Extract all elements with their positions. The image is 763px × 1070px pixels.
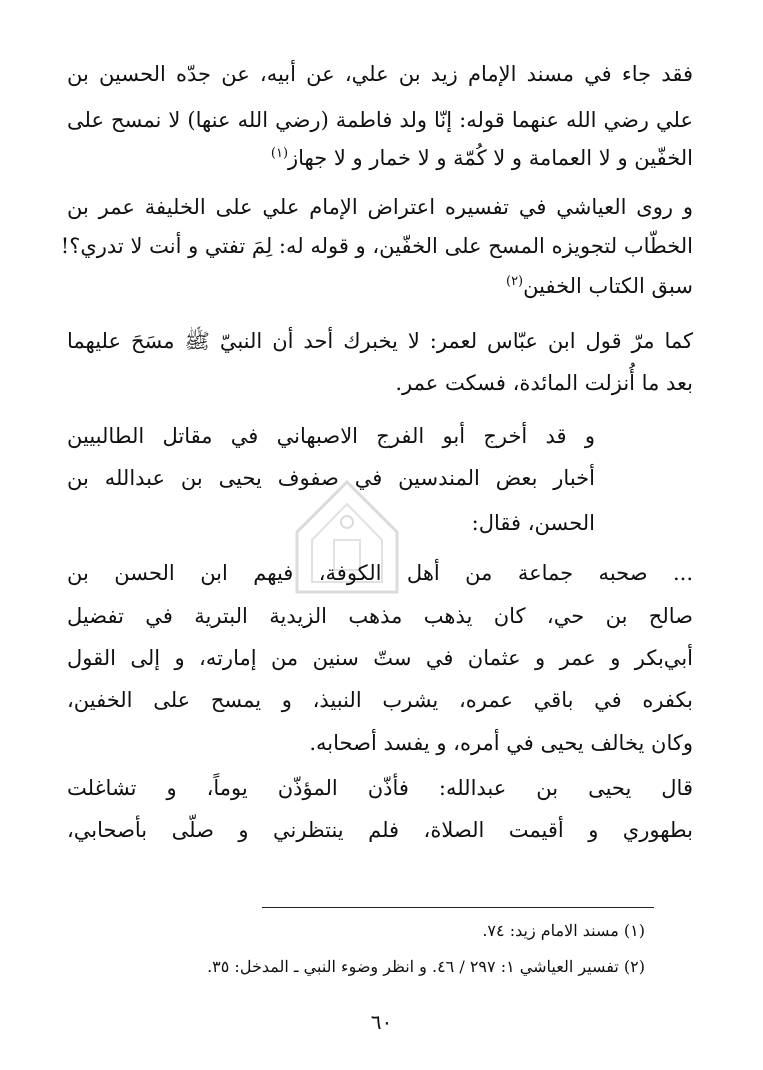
body-line: الحسن، فقال: — [471, 511, 595, 535]
body-line: فقد جاء في مسند الإمام زيد بن علي، عن أبيه، عن جدّه الحسين بن — [67, 62, 693, 86]
footnote: (١) مسند الامام زيد: ٧٤. — [482, 921, 645, 940]
body-line: و روى العياشي في تفسيره اعتراض الإمام علي على الخليفة عمر بن — [67, 195, 693, 219]
body-line — [67, 268, 693, 304]
body-line: كما مرّ قول ابن عبّاس لعمر: لا يخبرك أحد أن النبيّ ﷺ مسَحَ عليهما — [67, 329, 693, 353]
body-line-text: الخفّين و لا العمامة و لا كُمّة و لا خمار و لا جهاز — [288, 146, 693, 170]
body-line: ... صحبه جماعة من أهل الكوفة، فيهم ابن الحسن بن — [67, 561, 693, 585]
page-number: ٦٠ — [370, 1010, 393, 1034]
body-line: وكان يخالف يحيى في أمره، و يفسد أصحابه. — [309, 731, 693, 755]
body-line: بكفره في باقي عمره، يشرب النبيذ، و يمسح على الخفين، — [67, 688, 693, 712]
body-line: قال يحيى بن عبدالله: فأذّن المؤذّن يوماً، و تشاغلت — [67, 776, 693, 800]
body-line: الخطّاب لتجويزه المسح على الخفّين، و قوله له: لِمَ تفتي و أنت لا تدري؟! — [60, 234, 693, 258]
body-line: علي رضي الله عنهما قوله: إنّا ولد فاطمة (رضي الله عنها) لا نمسح على — [67, 108, 693, 132]
footnote-ref: (١) — [270, 146, 289, 161]
footnote-ref: (٢) — [505, 274, 524, 289]
body-line: بطهوري و أقيمت الصلاة، فلم ينتظرني و صلّى بأصحابي، — [67, 818, 693, 842]
footnote-divider — [262, 907, 654, 908]
footnote: (٢) تفسير العياشي ١: ٢٩٧ / ٤٦. و انظر وضوء النبي ـ المدخل: ٣٥. — [207, 957, 645, 976]
body-line: أخبار بعض المندسين في صفوف يحيى بن عبدالله بن — [67, 466, 595, 490]
body-line: و قد أخرج أبو الفرج الاصبهاني في مقاتل الطالبيين — [67, 424, 595, 448]
body-line: بعد ما أُنزلت المائدة، فسكت عمر. — [395, 371, 693, 395]
body-line — [67, 140, 693, 176]
body-line: أبي‌بكر و عمر و عثمان في ستّ سنين من إمارته، و إلى القول — [67, 646, 693, 670]
body-line-text: سبق الكتاب الخفين — [523, 274, 693, 298]
body-line: صالح بن حي، كان يذهب مذهب الزيدية البترية في تفضيل — [67, 604, 693, 628]
